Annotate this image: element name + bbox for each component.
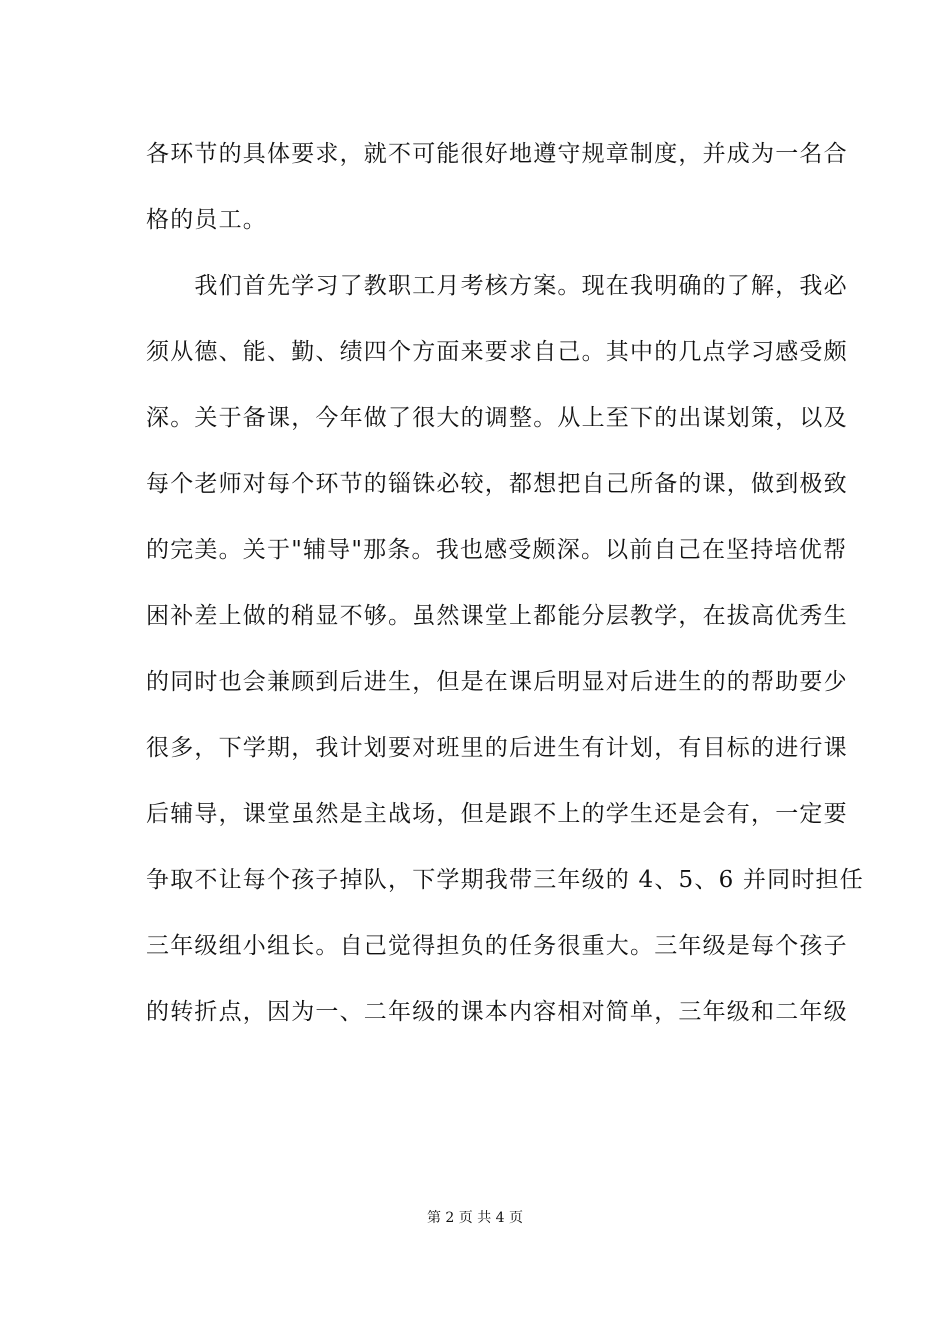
text-line: 每个老师对每个环节的锱铢必较，都想把自己所备的课，做到极致	[146, 471, 848, 497]
text-line: 后辅导，课堂虽然是主战场，但是跟不上的学生还是会有，一定要	[146, 801, 848, 827]
text-line: 的同时也会兼顾到后进生，但是在课后明显对后进生的的帮助要少	[146, 669, 848, 695]
text-line: 各环节的具体要求，就不可能很好地遵守规章制度，并成为一名合	[146, 141, 848, 167]
text-line: 的转折点，因为一、二年级的课本内容相对简单，三年级和二年级	[146, 999, 848, 1025]
page-number-label: 第 2 页 共 4 页	[426, 1210, 524, 1226]
text-line: 深。关于备课，今年做了很大的调整。从上至下的出谋划策，以及	[146, 405, 848, 431]
text-line: 格的员工。	[146, 207, 267, 233]
body-text	[146, 134, 864, 1058]
text-line: 我们首先学习了教职工月考核方案。现在我明确的了解，我必	[146, 273, 848, 299]
text-line: 很多，下学期，我计划要对班里的后进生有计划，有目标的进行课	[146, 735, 848, 761]
text-line: 的完美。关于"辅导"那条。我也感受颇深。以前自己在坚持培优帮	[146, 537, 848, 563]
text-line: 争取不让每个孩子掉队，下学期我带三年级的 4、5、6 并同时担任	[146, 867, 864, 893]
text-line: 困补差上做的稍显不够。虽然课堂上都能分层教学，在拔高优秀生	[146, 603, 848, 629]
text-line: 须从德、能、勤、绩四个方面来要求自己。其中的几点学习感受颇	[146, 339, 848, 365]
text-line: 三年级组小组长。自己觉得担负的任务很重大。三年级是每个孩子	[146, 933, 848, 959]
page-footer	[0, 1207, 950, 1227]
